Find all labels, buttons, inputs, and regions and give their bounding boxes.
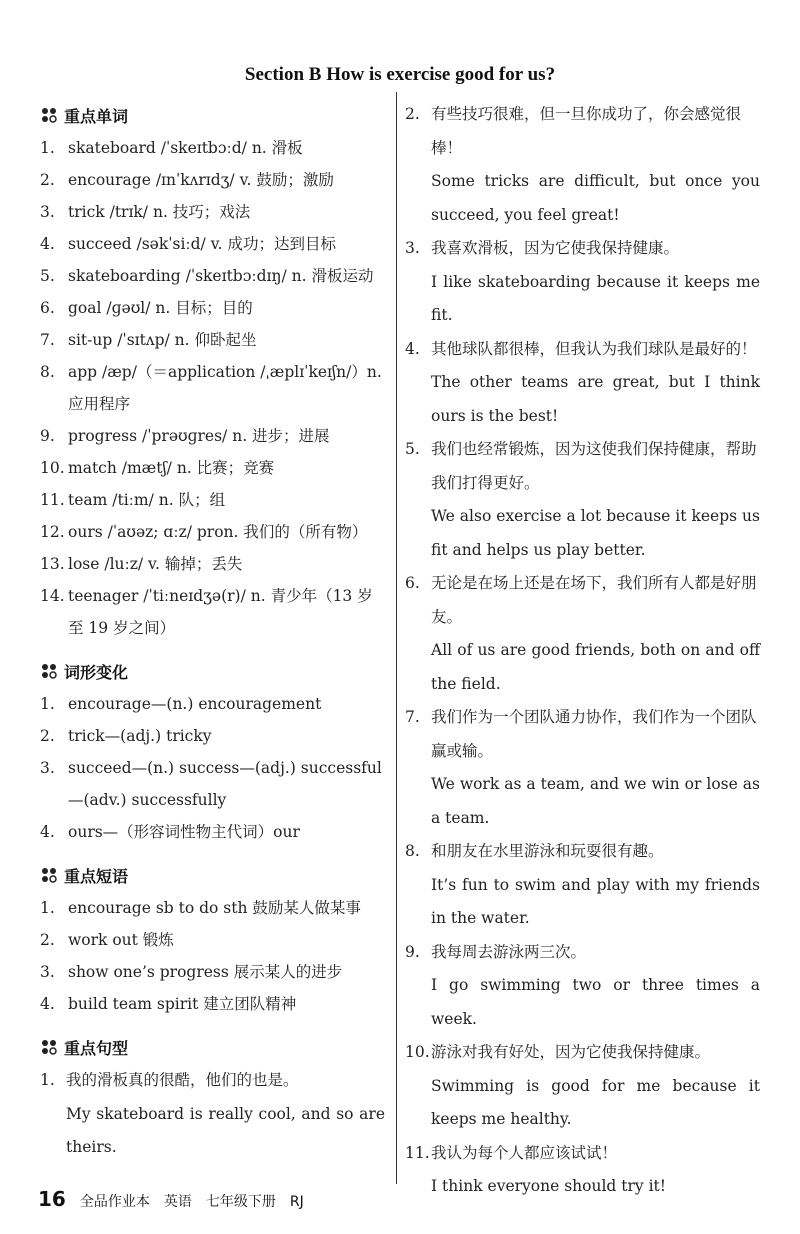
list-item	[40, 356, 385, 420]
sentence-body	[431, 232, 760, 333]
section-heading-label: 词形变化	[64, 662, 129, 682]
item-number: 1.	[40, 695, 55, 713]
sentence-chinese: 其他球队都很棒，但我认为我们球队是最好的！	[431, 339, 757, 358]
section-heading	[40, 654, 385, 688]
sentence-english: I like skateboarding because it keeps me fit.	[431, 272, 760, 324]
item-number: 11.	[405, 1143, 430, 1162]
sentence-body	[431, 936, 760, 1037]
item-text: trick /trɪk/ n. 技巧；戏法	[68, 203, 251, 221]
item-text: trick—(adj.) tricky	[68, 727, 212, 745]
item-number: 2.	[40, 171, 55, 189]
item-number: 7.	[40, 331, 55, 349]
sentence-item	[405, 232, 760, 333]
item-text: progress /ˈprəʊɡres/ n. 进步；进展	[68, 427, 330, 445]
phrases-section	[40, 858, 385, 1020]
list-item	[40, 324, 385, 356]
sentence-chinese: 我每周去游泳两三次。	[431, 942, 587, 961]
sentence-chinese: 和朋友在水里游泳和玩耍很有趣。	[431, 842, 664, 860]
section-bullet-icon	[40, 1038, 58, 1056]
list-item	[40, 688, 385, 720]
item-number: 5.	[405, 440, 420, 458]
column-divider	[396, 92, 397, 1184]
item-number: 1.	[40, 899, 55, 917]
item-text: succeed—(n.) success—(adj.) successful—(adv.) successfully	[68, 759, 382, 809]
sentence-english: It’s fun to swim and play with my friends in the water.	[431, 875, 760, 927]
item-number: 10.	[405, 1043, 430, 1061]
page-title: Section B How is exercise good for us?	[244, 64, 556, 85]
sentence-chinese: 我的滑板真的很酷，他们的也是。	[66, 1071, 299, 1089]
section-bullet-icon	[40, 662, 58, 680]
list-item	[40, 196, 385, 228]
sentence-item	[405, 333, 760, 434]
subject-name: 英语	[163, 1194, 192, 1210]
sentence-english: I think everyone should try it!	[431, 1177, 666, 1195]
section-heading	[40, 1030, 385, 1064]
item-number: 5.	[40, 267, 55, 285]
sentence-body	[431, 433, 760, 567]
list-item	[40, 988, 385, 1020]
sentence-item	[405, 701, 760, 835]
sentence-body	[66, 1064, 385, 1165]
sentence-chinese: 无论是在场上还是在场下，我们所有人都是好朋友。	[431, 574, 757, 626]
item-number: 7.	[405, 708, 420, 726]
right-column	[405, 98, 760, 1204]
phrases-list	[40, 892, 385, 1020]
list-item	[40, 720, 385, 752]
item-number: 8.	[405, 842, 420, 860]
sentence-chinese: 我喜欢滑板，因为它使我保持健康。	[431, 239, 680, 257]
section-heading	[40, 98, 385, 132]
item-number: 11.	[40, 491, 65, 509]
item-number: 9.	[40, 427, 55, 445]
sentences-list-right	[405, 98, 760, 1204]
item-text: goal /ɡəʊl/ n. 目标；目的	[68, 299, 253, 317]
list-item	[40, 892, 385, 924]
item-text: show one’s progress 展示某人的进步	[68, 963, 343, 981]
sentence-item	[40, 1064, 385, 1165]
item-text: encourage /ɪnˈkʌrɪdʒ/ v. 鼓励；激励	[68, 171, 334, 189]
item-number: 8.	[40, 363, 55, 381]
item-number: 4.	[40, 995, 55, 1013]
sentence-english: I go swimming two or three times a week.	[431, 976, 760, 1028]
item-text: skateboard /ˈskeɪtbɔːd/ n. 滑板	[68, 139, 303, 157]
item-text: build team spirit 建立团队精神	[68, 995, 297, 1013]
page-footer	[38, 1187, 304, 1211]
list-item	[40, 816, 385, 848]
sentence-body	[431, 333, 760, 434]
forms-section	[40, 654, 385, 848]
item-text: teenager /ˈtiːneɪdʒə(r)/ n. 青少年（13 岁至 19 岁之间）	[68, 587, 373, 637]
item-number: 4.	[40, 235, 55, 253]
item-number: 14.	[40, 587, 65, 605]
item-text: ours /ˈaʊəz; ɑːz/ pron. 我们的（所有物）	[68, 523, 368, 541]
book-name: 全品作业本	[79, 1194, 150, 1210]
left-column	[40, 98, 385, 1175]
sentence-item	[405, 1137, 760, 1204]
section-heading-label: 重点短语	[64, 866, 129, 886]
list-item	[40, 752, 385, 816]
item-text: encourage—(n.) encouragement	[68, 695, 322, 713]
sentence-chinese: 有些技巧很难，但一旦你成功了，你会感觉很棒！	[431, 105, 742, 157]
list-item	[40, 924, 385, 956]
item-number: 3.	[405, 239, 420, 257]
list-item	[40, 580, 385, 644]
sentence-english: Some tricks are difficult, but once you succeed, you feel great!	[431, 172, 760, 224]
item-text: skateboarding /ˈskeɪtbɔːdɪŋ/ n. 滑板运动	[68, 267, 374, 285]
list-item	[40, 956, 385, 988]
sentence-body	[431, 1036, 760, 1137]
sentence-body	[431, 98, 760, 232]
sentence-body	[431, 835, 760, 936]
item-number: 4.	[40, 823, 55, 841]
list-item	[40, 420, 385, 452]
section-heading-label: 重点句型	[64, 1038, 129, 1058]
item-number: 3.	[40, 963, 55, 981]
list-item	[40, 164, 385, 196]
section-heading-label: 重点单词	[64, 106, 129, 126]
section-bullet-icon	[40, 106, 58, 124]
sentence-chinese: 我们也经常锻炼，因为这使我们保持健康，帮助我们打得更好。	[431, 440, 757, 492]
item-text: team /tiːm/ n. 队；组	[68, 491, 226, 509]
sentence-item	[405, 1036, 760, 1137]
sentence-chinese: 我们作为一个团队通力协作，我们作为一个团队赢或输。	[431, 708, 757, 760]
sentence-body	[431, 567, 760, 701]
item-number: 1.	[40, 139, 55, 157]
sentence-chinese: 我认为每个人都应该试试！	[431, 1143, 618, 1162]
sentence-item	[405, 433, 760, 567]
item-number: 3.	[40, 203, 55, 221]
item-number: 1.	[40, 1071, 55, 1089]
item-number: 12.	[40, 523, 65, 541]
sentence-item	[405, 567, 760, 701]
vocab-section	[40, 98, 385, 644]
sentence-english: All of us are good friends, both on and off the field.	[431, 641, 760, 693]
sentence-item	[405, 835, 760, 936]
sentence-body	[431, 701, 760, 835]
sentence-english: Swimming is good for me because it keeps me healthy.	[431, 1076, 760, 1128]
sentence-english: The other teams are great, but I think ours is the best!	[431, 373, 760, 425]
sentence-chinese: 游泳对我有好处，因为它使我保持健康。	[431, 1043, 711, 1061]
section-heading	[40, 858, 385, 892]
item-number: 13.	[40, 555, 65, 573]
item-text: match /mætʃ/ n. 比赛；竞赛	[68, 459, 275, 477]
item-number: 10.	[40, 459, 65, 477]
list-item	[40, 292, 385, 324]
sentences-section	[40, 1030, 385, 1165]
list-item	[40, 132, 385, 164]
item-text: encourage sb to do sth 鼓励某人做某事	[68, 899, 361, 917]
item-number: 4.	[405, 339, 420, 358]
list-item	[40, 516, 385, 548]
item-text: succeed /səkˈsiːd/ v. 成功；达到目标	[68, 235, 336, 253]
item-text: lose /luːz/ v. 输掉；丢失	[68, 555, 243, 573]
item-text: work out 锻炼	[68, 931, 174, 949]
sentences-list-left	[40, 1064, 385, 1165]
forms-list	[40, 688, 385, 848]
sentence-english: My skateboard is really cool, and so are theirs.	[66, 1104, 385, 1156]
list-item	[40, 548, 385, 580]
item-number: 2.	[40, 727, 55, 745]
item-number: 2.	[40, 931, 55, 949]
list-item	[40, 228, 385, 260]
grade-name: 七年级下册	[205, 1194, 276, 1210]
item-number: 2.	[405, 105, 420, 123]
list-item	[40, 484, 385, 516]
edition-name: RJ	[289, 1194, 304, 1210]
section-bullet-icon	[40, 866, 58, 884]
item-text: ours—（形容词性物主代词）our	[68, 823, 300, 841]
page-number: 16	[38, 1187, 66, 1211]
sentence-item	[405, 936, 760, 1037]
item-text: app /æp/（＝application /ˌæplɪˈkeɪʃn/）n. 应用程序	[68, 363, 382, 413]
item-number: 9.	[405, 942, 420, 961]
list-item	[40, 260, 385, 292]
sentence-english: We also exercise a lot because it keeps us fit and helps us play better.	[431, 507, 760, 559]
sentence-item	[405, 98, 760, 232]
list-item	[40, 452, 385, 484]
item-text: sit-up /ˈsɪtʌp/ n. 仰卧起坐	[68, 331, 257, 349]
sentence-body	[431, 1137, 760, 1204]
item-number: 6.	[40, 299, 55, 317]
item-number: 3.	[40, 759, 55, 777]
item-number: 6.	[405, 574, 420, 592]
sentence-english: We work as a team, and we win or lose as a team.	[431, 775, 760, 827]
vocab-list	[40, 132, 385, 644]
